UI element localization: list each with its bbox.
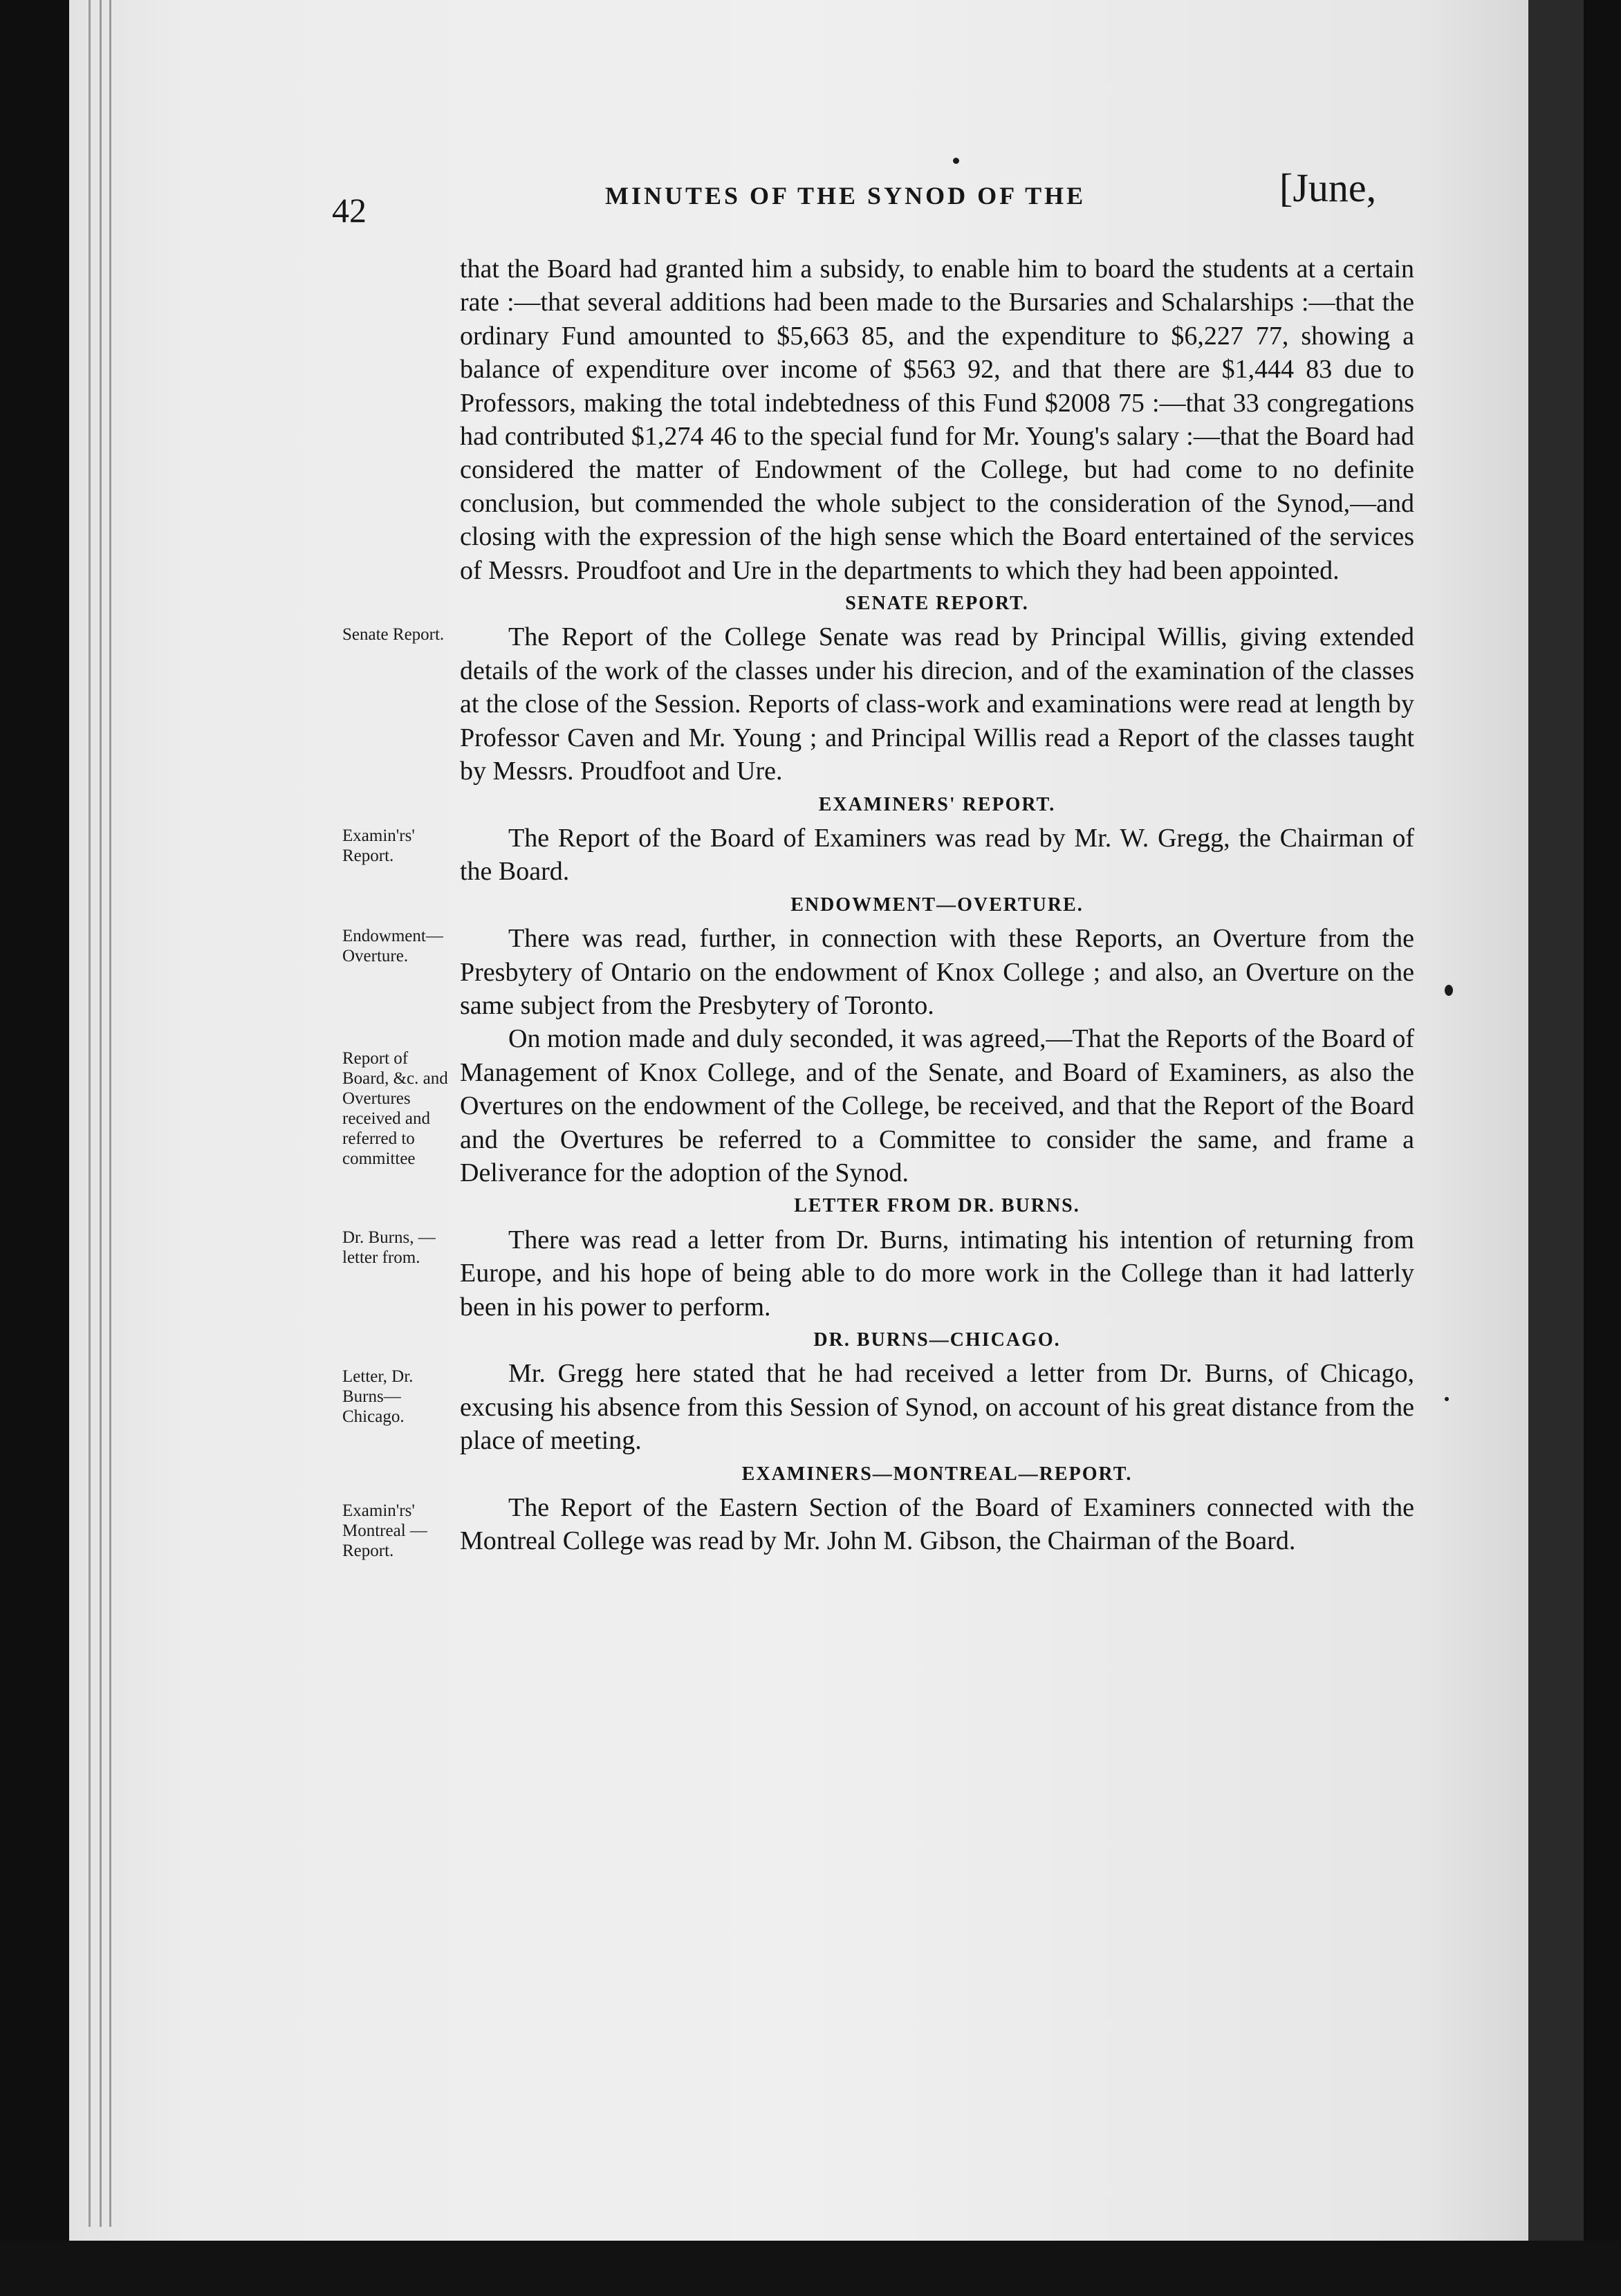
page-number: 42 bbox=[332, 191, 367, 230]
burns-chicago-section bbox=[342, 1357, 1414, 1457]
burns-chicago-heading: DR. BURNS—CHICAGO. bbox=[813, 1329, 1061, 1351]
endowment-overture-paragraph: There was read, further, in connection with these Reports, an Overture from the Presbytery of Ontario on the endowment of Knox College ; and also, an Overture on the same subject from the Presbytery of Toronto. bbox=[460, 924, 1414, 1020]
senate-report-paragraph: The Report of the College Senate was read by Principal Willis, giving extended details of the work of the classes under his direcion, and of the examination of the classes at the close of the Session. Reports of class-work and examinations were read at length by Professor Caven and Mr. Young ; and Principal Willis read a Report of the classes taught by Messrs. Proudfoot and Ure. bbox=[460, 622, 1414, 786]
burns-letter-section bbox=[342, 1223, 1414, 1324]
opening-paragraph: that the Board had granted him a subsidy, to enable him to board the students at a certain rate :—that several additions had been made to the Bursaries and Schalarships :—that the ordinary Fund amounted to $5,663 85, and the expenditure to $6,227 77, showing a balance of expenditure over income of $563 92, and that there are $1,444 83 due to Professors, making the total indebtedness of this Fund $2008 75 :—that 33 congregations had contributed $1,274 46 to the special fund for Mr. Young's salary :—that the Board had considered the matter of Endowment of the College, but had come to no definite conclusion, but commended the whole subject to the consideration of the Synod,—and closing with the expression of the high sense which the Board entertained of the services of Messrs. Proudfoot and Ure in the departments to which they had been appointed. bbox=[460, 254, 1414, 585]
ink-speck bbox=[953, 158, 959, 164]
examiners-report-paragraph: The Report of the Board of Examiners was read by Mr. W. Gregg, the Chairman of the Board. bbox=[460, 823, 1414, 887]
margin-note-senate-report: Senate Report. bbox=[342, 625, 445, 645]
page-edge-line bbox=[100, 0, 102, 2227]
motion-section bbox=[342, 1022, 1414, 1189]
margin-note-montreal-report: Examin'rs' Montreal —Report. bbox=[342, 1501, 427, 1561]
motion-paragraph: On motion made and duly seconded, it was agreed,—That the Reports of the Board of Management of Knox College, and of the Senate, and Board of Examiners, as also the Overtures on the endowment of the College, be received, and that the Report of the Board and the Overtures be referred to a Committee to consider the same, and frame a Deliverance for the adoption of the Synod. bbox=[460, 1024, 1414, 1187]
running-head-date: [June, bbox=[1279, 165, 1377, 210]
book-spine-shadow bbox=[1528, 0, 1584, 2296]
margin-note-burns-letter: Dr. Burns, —letter from. bbox=[342, 1228, 436, 1267]
running-head-title: MINUTES OF THE SYNOD OF THE bbox=[605, 182, 1086, 210]
burns-chicago-paragraph: Mr. Gregg here stated that he had received a letter from Dr. Burns, of Chicago, excusing his absence from this Session of Synod, on account of his great distance from the place of meeting. bbox=[460, 1359, 1414, 1456]
senate-report-section bbox=[342, 620, 1414, 788]
ink-speck bbox=[1445, 985, 1453, 996]
endowment-overture-heading: ENDOWMENT—OVERTURE. bbox=[790, 894, 1084, 916]
montreal-report-paragraph: The Report of the Eastern Section of the Board of Examiners connected with the Montreal College was read by Mr. John M. Gibson, the Chairman of the Board. bbox=[460, 1493, 1414, 1556]
margin-note-endowment-overture: Endowment— Overture. bbox=[342, 927, 443, 966]
ink-speck bbox=[1445, 1397, 1449, 1401]
margin-note-motion: Report of Board, &c. and Overtures received and referred to committee bbox=[342, 1049, 448, 1169]
page-edge-line bbox=[109, 0, 111, 2227]
burns-letter-paragraph: There was read a letter from Dr. Burns, intimating his intention of returning from Europe, and his hope of being able to do more work in the College than it had latterly been in his power to perform. bbox=[460, 1225, 1414, 1322]
examiners-report-section bbox=[342, 822, 1414, 889]
montreal-report-heading: EXAMINERS—MONTREAL—REPORT. bbox=[741, 1463, 1133, 1485]
page-edge-line bbox=[89, 0, 91, 2227]
endowment-overture-section bbox=[342, 922, 1414, 1022]
margin-note-burns-chicago: Letter, Dr. Burns— Chicago. bbox=[342, 1367, 414, 1427]
bottom-shadow bbox=[0, 2241, 1621, 2296]
burns-letter-heading: LETTER FROM DR. BURNS. bbox=[794, 1195, 1080, 1217]
montreal-report-section bbox=[342, 1491, 1414, 1561]
examiners-report-heading: EXAMINERS' REPORT. bbox=[818, 793, 1056, 815]
body-text bbox=[342, 252, 1414, 1561]
margin-note-examiners-report: Examin'rs' Report. bbox=[342, 826, 415, 865]
senate-report-heading: SENATE REPORT. bbox=[845, 593, 1029, 615]
